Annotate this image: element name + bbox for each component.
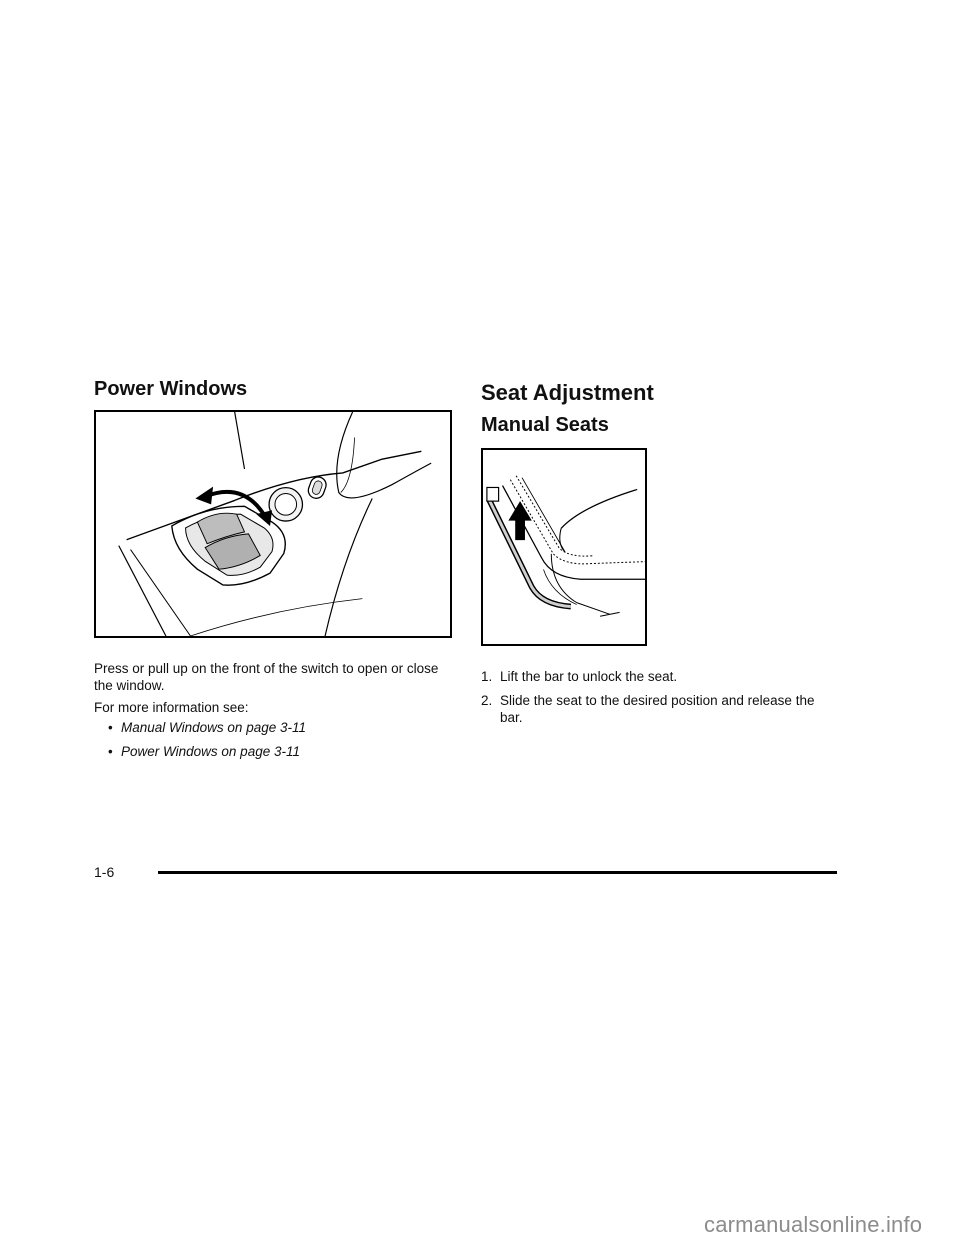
power-windows-heading: Power Windows [94,378,248,400]
step-2 [481,692,821,726]
more-info-text: For more information see: [94,700,249,715]
bullet-icon: • [108,720,113,735]
manual-seats-subheading: Manual Seats [481,414,609,436]
seat-adjustment-heading: Seat Adjustment [481,380,654,405]
link-manual-windows[interactable] [108,720,306,735]
switch-instruction-text: Press or pull up on the front of the switch to open or close the window. [94,661,439,693]
bullet-icon: • [108,744,113,759]
step-1-text: Lift the bar to unlock the seat. [500,669,678,684]
step-1 [481,668,836,685]
manual-seat-icon [483,450,645,644]
link-manual-windows-label: Manual Windows on page 3-11 [121,720,306,735]
footer-rule [158,871,837,874]
manual-seat-figure [481,448,647,646]
power-window-switch-figure [94,410,452,638]
power-window-switch-icon [96,412,450,636]
step-2-text: Slide the seat to the desired position and release the bar. [500,693,815,725]
watermark-text[interactable]: carmanualsonline.info [704,1212,923,1237]
step-1-number: 1. [481,669,493,684]
step-2-number: 2. [481,693,493,708]
page-number: 1-6 [94,864,115,880]
link-power-windows-label: Power Windows on page 3-11 [121,744,300,759]
link-power-windows[interactable] [108,744,300,759]
